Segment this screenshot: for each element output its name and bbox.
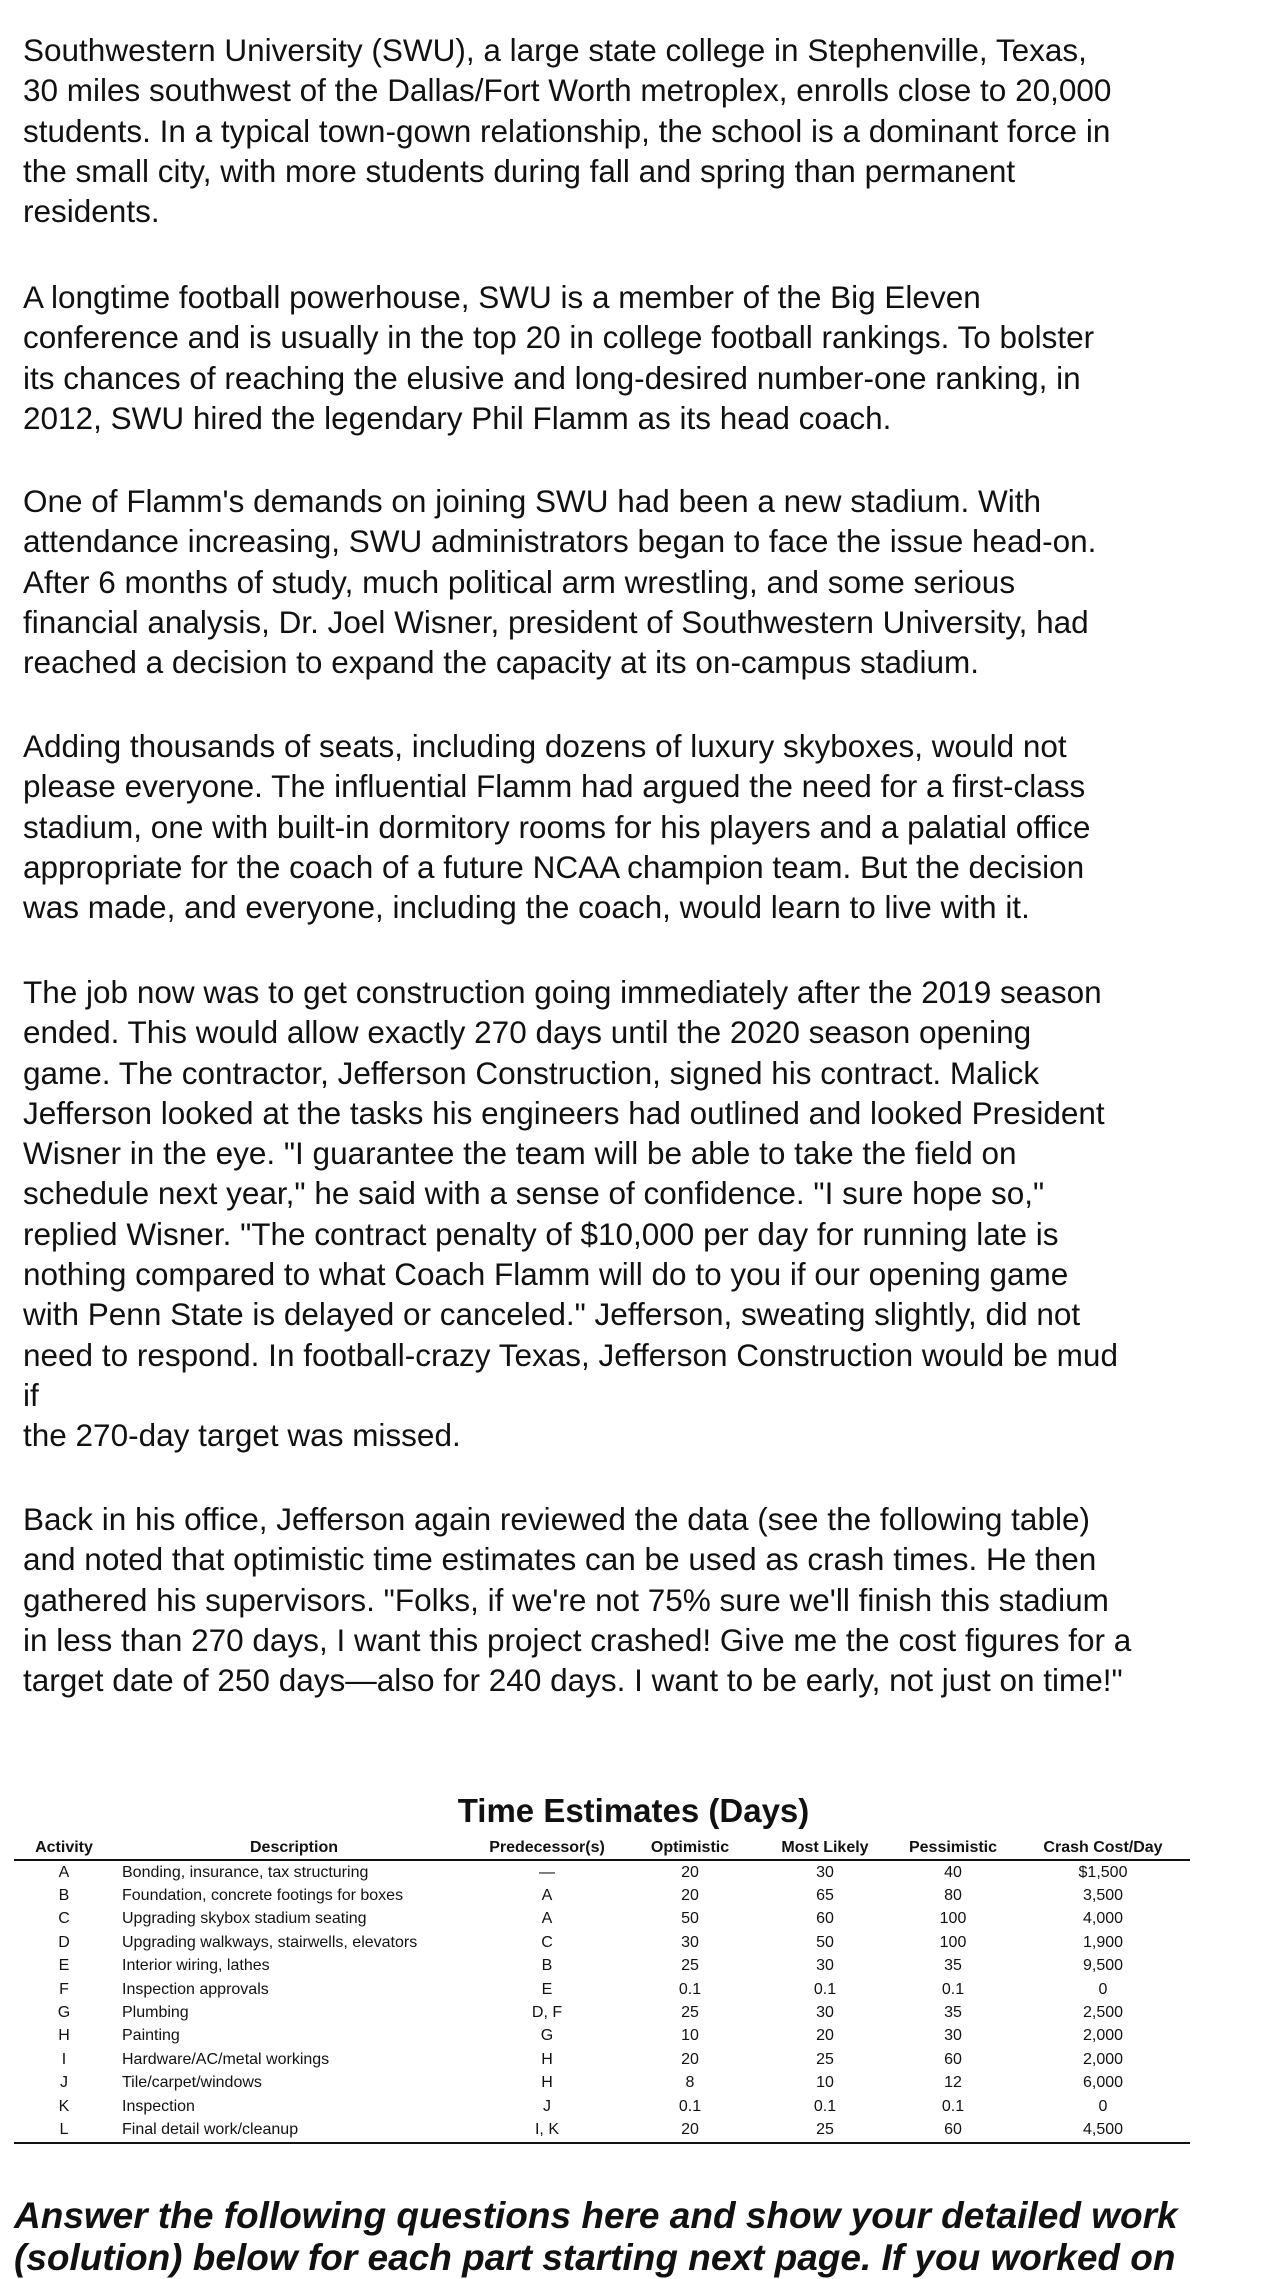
header-pessimistic: Pessimistic [890, 1836, 1016, 1860]
paragraph-contract [23, 972, 1233, 1456]
table-row [14, 2095, 1190, 2118]
cell-crash-cost: 9,500 [1082, 1957, 1124, 1975]
header-predecessors: Predecessor(s) [474, 1836, 620, 1860]
table-row [14, 2072, 1190, 2095]
text-line: After 6 months of study, much political arm wrestling, and some serious [23, 563, 1016, 600]
cell-pessimistic: 35 [944, 1957, 962, 1975]
cell-description: Tile/carpet/windows [122, 2074, 262, 2092]
text-line: (solution) below for each part starting next page. If you worked on [14, 2237, 1176, 2278]
text-line: schedule next year," he said with a sense of confidence. "I sure hope so," [23, 1175, 1045, 1212]
cell-activity: A [58, 1863, 70, 1881]
table-row [14, 1860, 1190, 1884]
cell-predecessors: C [541, 1933, 553, 1951]
text-line: its chances of reaching the elusive and long-desired number-one ranking, in [23, 359, 1081, 396]
cell-activity: E [58, 1957, 70, 1975]
cell-optimistic: 30 [681, 1933, 699, 1951]
text-line: conference and is usually in the top 20 in college football rankings. To bolster [23, 319, 1095, 356]
cell-pessimistic: 30 [944, 2027, 962, 2045]
cell-crash-cost: 4,000 [1082, 1910, 1124, 1928]
cell-optimistic: 8 [685, 2074, 695, 2092]
table-row [14, 2048, 1190, 2071]
cell-description: Plumbing [122, 2004, 189, 2022]
cell-description: Inspection [122, 2097, 195, 2115]
text-line: residents. [23, 193, 160, 230]
text-line: Southwestern University (SWU), a large state college in Stephenville, Texas, [23, 32, 1087, 68]
cell-predecessors: J [543, 2097, 551, 2115]
cell-predecessors: — [539, 1863, 555, 1881]
text-line: please everyone. The influential Flamm had argued the need for a first-class [23, 768, 1086, 805]
cell-description: Painting [122, 2027, 180, 2045]
text-line: the small city, with more students during fall and spring than permanent [23, 152, 1016, 189]
cell-crash-cost: 2,500 [1082, 2004, 1124, 2022]
cell-activity: D [58, 1933, 70, 1951]
header-most-likely: Most Likely [760, 1836, 890, 1860]
text-line: students. In a typical town-gown relationship, the school is a dominant force in [23, 112, 1111, 149]
cell-activity: B [58, 1887, 70, 1905]
cell-description: Upgrading walkways, stairwells, elevators [122, 1933, 418, 1951]
cell-crash-cost: 2,000 [1082, 2027, 1124, 2045]
cell-predecessors: H [541, 2050, 553, 2068]
cell-crash-cost: 0 [1098, 2097, 1108, 2115]
table-row [14, 2118, 1190, 2142]
cell-pessimistic: 60 [944, 2050, 962, 2068]
text-line: 2012, SWU hired the legendary Phil Flamm as its head coach. [23, 399, 892, 436]
cell-crash-cost: 4,500 [1016, 2118, 1190, 2142]
cell-optimistic: 50 [681, 1910, 699, 1928]
table-row [14, 1908, 1190, 1931]
text-line: the 270-day target was missed. [23, 1417, 461, 1454]
cell-pessimistic: 60 [890, 2118, 1016, 2142]
text-line: in less than 270 days, I want this project crashed! Give me the cost figures for a [23, 1621, 1132, 1658]
header-activity: Activity [14, 1836, 114, 1860]
table-row [14, 1978, 1190, 2001]
cell-pessimistic: 40 [944, 1863, 962, 1881]
cell-pessimistic: 100 [939, 1910, 967, 1928]
text-line: appropriate for the coach of a future NCAA champion team. But the decision [23, 848, 1085, 885]
cell-activity: J [60, 2074, 68, 2092]
cell-optimistic: 20 [681, 1887, 699, 1905]
cell-predecessors: A [541, 1887, 553, 1905]
text-line: Adding thousands of seats, including dozens of luxury skyboxes, would not [23, 728, 1067, 764]
header-description: Description [114, 1836, 474, 1860]
header-optimistic: Optimistic [620, 1836, 760, 1860]
cell-optimistic: 0.1 [678, 1980, 702, 1998]
cell-predecessors: I, K [474, 2118, 620, 2142]
cell-description: Final detail work/cleanup [114, 2118, 474, 2142]
text-line: financial analysis, Dr. Joel Wisner, president of Southwestern University, had [23, 603, 1089, 640]
text-line: 30 miles southwest of the Dallas/Fort Worth metroplex, enrolls close to 20,000 [23, 72, 1112, 109]
paragraph-football [23, 277, 1233, 438]
cell-pessimistic: 100 [939, 1933, 967, 1951]
table-row [14, 1931, 1190, 1954]
text-line: need to respond. In football-crazy Texas, Jefferson Construction would be mud [23, 1336, 1118, 1373]
cell-pessimistic: 80 [944, 1887, 962, 1905]
text-line: with Penn State is delayed or canceled." Jefferson, sweating slightly, did not [23, 1296, 1081, 1333]
text-line: ended. This would allow exactly 270 days until the 2020 season opening [23, 1014, 1032, 1051]
cell-activity: K [58, 2097, 70, 2115]
text-line: Jefferson looked at the tasks his engineers had outlined and looked President [23, 1094, 1105, 1131]
text-line: Wisner in the eye. "I guarantee the team will be able to take the field on [23, 1135, 1017, 1172]
table-row [14, 1884, 1190, 1907]
text-line: game. The contractor, Jefferson Construction, signed his contract. Malick [23, 1054, 1040, 1091]
cell-most-likely: 60 [816, 1910, 834, 1928]
cell-most-likely: 0.1 [813, 1980, 837, 1998]
cell-optimistic: 20 [620, 2118, 760, 2142]
cell-most-likely: 20 [816, 2027, 834, 2045]
cell-optimistic: 10 [681, 2027, 699, 2045]
cell-pessimistic: 12 [944, 2074, 962, 2092]
cell-pessimistic: 0.1 [941, 2097, 965, 2115]
text-line: A longtime football powerhouse, SWU is a member of the Big Eleven [23, 279, 981, 315]
closing-instructions [14, 2195, 1254, 2279]
cell-description: Inspection approvals [122, 1980, 269, 1998]
cell-most-likely: 0.1 [813, 2097, 837, 2115]
text-line: and noted that optimistic time estimates can be used as crash times. He then [23, 1541, 1097, 1578]
cell-most-likely: 30 [816, 1863, 834, 1881]
cell-crash-cost: 6,000 [1082, 2074, 1124, 2092]
cell-description: Interior wiring, lathes [122, 1957, 270, 1975]
cell-predecessors: A [541, 1910, 553, 1928]
cell-most-likely: 30 [816, 2004, 834, 2022]
cell-activity: H [58, 2027, 70, 2045]
text-line: The job now was to get construction going immediately after the 2019 season [23, 974, 1102, 1010]
cell-pessimistic: 35 [944, 2004, 962, 2022]
text-line: if [23, 1376, 39, 1413]
text-line: replied Wisner. "The contract penalty of $10,000 per day for running late is [23, 1215, 1059, 1252]
text-line: One of Flamm's demands on joining SWU had been a new stadium. With [23, 483, 1041, 519]
cell-predecessors: G [540, 2027, 554, 2045]
cell-predecessors: E [541, 1980, 553, 1998]
cell-optimistic: 20 [681, 1863, 699, 1881]
cell-activity: L [14, 2118, 114, 2142]
cell-activity: F [59, 1980, 69, 1998]
paragraph-stadium-decision [23, 481, 1233, 682]
cell-most-likely: 50 [816, 1933, 834, 1951]
text-line: nothing compared to what Coach Flamm will do to you if our opening game [23, 1256, 1069, 1293]
text-line: target date of 250 days—also for 240 days. I want to be early, not just on time!" [23, 1662, 1123, 1699]
cell-most-likely: 30 [816, 1957, 834, 1975]
cell-description: Hardware/AC/metal workings [122, 2050, 330, 2068]
cell-crash-cost: 2,000 [1082, 2050, 1124, 2068]
cell-description: Foundation, concrete footings for boxes [122, 1887, 404, 1905]
cell-most-likely: 25 [760, 2118, 890, 2142]
cell-crash-cost: $1,500 [1078, 1863, 1128, 1881]
cell-optimistic: 25 [681, 2004, 699, 2022]
time-estimates-table [14, 1836, 1190, 2144]
cell-activity: C [58, 1910, 70, 1928]
cell-pessimistic: 0.1 [941, 1980, 965, 1998]
table-row [14, 1955, 1190, 1978]
table-row [14, 2001, 1190, 2024]
cell-optimistic: 20 [681, 2050, 699, 2068]
cell-description: Bonding, insurance, tax structuring [122, 1863, 369, 1881]
table-row [14, 2025, 1190, 2048]
text-line: Back in his office, Jefferson again reviewed the data (see the following table) [23, 1501, 1090, 1537]
text-line: stadium, one with built-in dormitory rooms for his players and a palatial office [23, 808, 1091, 845]
cell-optimistic: 25 [681, 1957, 699, 1975]
header-crash-cost: Crash Cost/Day [1016, 1836, 1190, 1860]
cell-description: Upgrading skybox stadium seating [122, 1910, 367, 1928]
paragraph-crash-request [23, 1499, 1233, 1700]
cell-predecessors: B [541, 1957, 553, 1975]
paragraph-intro [23, 30, 1233, 231]
table-body [14, 1860, 1190, 2143]
cell-most-likely: 65 [816, 1887, 834, 1905]
table-header-row [14, 1836, 1190, 1860]
cell-most-likely: 25 [816, 2050, 834, 2068]
cell-crash-cost: 1,900 [1082, 1933, 1124, 1951]
text-line: gathered his supervisors. "Folks, if we're not 75% sure we'll finish this stadium [23, 1581, 1109, 1618]
cell-most-likely: 10 [816, 2074, 834, 2092]
cell-optimistic: 0.1 [678, 2097, 702, 2115]
table-title: Time Estimates (Days) [457, 1792, 810, 1829]
text-line: reached a decision to expand the capacity at its on-campus stadium. [23, 644, 980, 681]
cell-activity: G [57, 2004, 71, 2022]
cell-crash-cost: 0 [1098, 1980, 1108, 1998]
cell-activity: I [61, 2050, 67, 2068]
paragraph-seats [23, 726, 1233, 927]
cell-crash-cost: 3,500 [1082, 1887, 1124, 1905]
cell-predecessors: D, F [531, 2004, 563, 2022]
text-line: Answer the following questions here and show your detailed work [14, 2195, 1178, 2236]
text-line: was made, and everyone, including the coach, would learn to live with it. [23, 889, 1030, 926]
text-line: attendance increasing, SWU administrators began to face the issue head-on. [23, 523, 1097, 560]
cell-predecessors: H [541, 2074, 553, 2092]
